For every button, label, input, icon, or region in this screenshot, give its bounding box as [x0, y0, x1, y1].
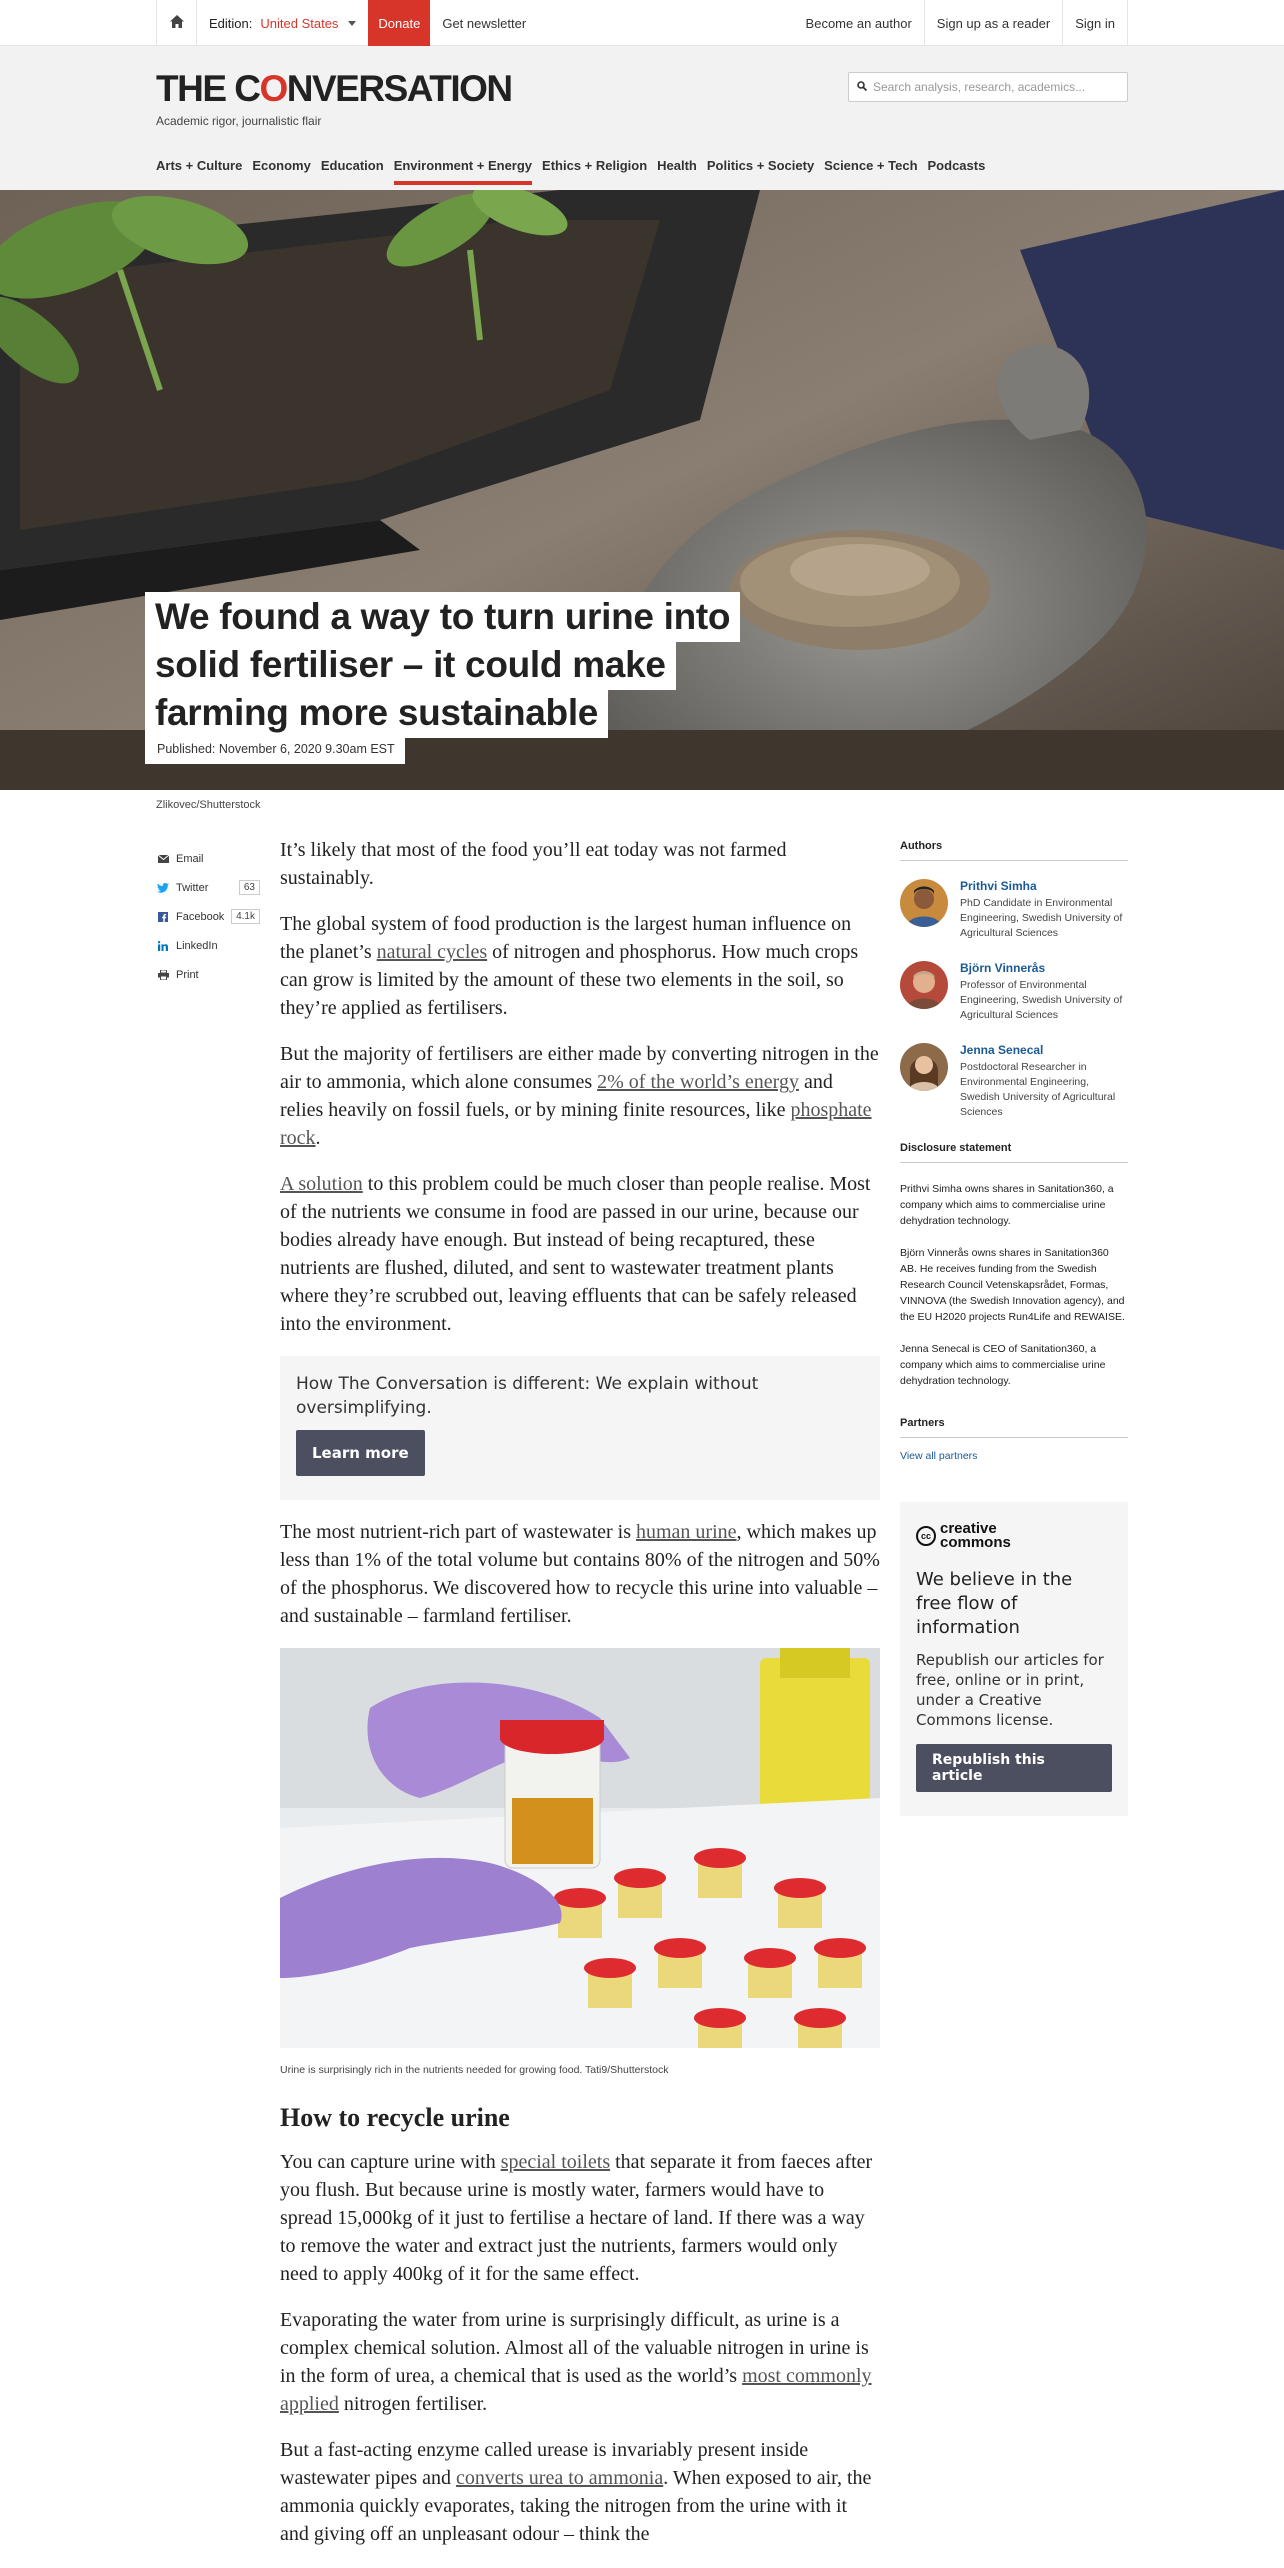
- author-role: Postdoctoral Researcher in Environmental Engineering, Swedish University of Agricultural Sciences: [960, 1061, 1116, 1118]
- learn-more-button[interactable]: Learn more: [296, 1430, 425, 1476]
- disclosure-heading: Disclosure statement: [900, 1142, 1128, 1163]
- nav-item[interactable]: Podcasts: [927, 158, 986, 173]
- inline-link[interactable]: special toilets: [500, 2151, 611, 2173]
- headline-line-3: farming more sustainable: [145, 688, 608, 738]
- edition-selector[interactable]: [196, 0, 368, 46]
- paragraph: The global system of food production is the largest human influence on the planet’s natural cycles of nitrogen and phosphorus. How much crops can grow is limited by the amount of these two elements in the soil, so they’re applied as fertilisers.: [280, 913, 859, 1019]
- share-email[interactable]: Email: [156, 844, 260, 873]
- signup-reader-link[interactable]: Sign up as a reader: [924, 0, 1062, 46]
- facebook-icon: [156, 910, 170, 924]
- published-date: Published: November 6, 2020 9.30am EST: [145, 736, 405, 764]
- tagline: Academic rigor, journalistic flair: [156, 114, 322, 128]
- chevron-down-icon: [348, 21, 356, 26]
- disclosure-statement: Prithvi Simha owns shares in Sanitation360, a company which aims to commercialise urine dehydration technology. Björn Vinnerås owns shares in Sanitation360 AB. He receives funding from the Swedish Research Council Vetenskapsrådet, Formas, VINNOVA (the Swedish Innovation agency), and the EU H2020 projects Run4Life and REWAISE. Jenna Senecal is CEO of Sanitation360, a company which aims to commercialise urine dehydration technology.: [900, 1183, 1125, 1387]
- avatar: [900, 961, 948, 1009]
- twitter-icon: [156, 881, 170, 895]
- paragraph: But the majority of fertilisers are either made by converting nitrogen in the air to ammonia, which alone consumes 2% of the world’s energy and relies heavily on fossil fuels, or by mining finite resources, like phosphate rock.: [280, 1043, 879, 1149]
- author-card[interactable]: [900, 879, 1128, 941]
- image-credit: Zlikovec/Shutterstock: [156, 799, 261, 811]
- paragraph: But a fast-acting enzyme called urease is invariably present inside wastewater pipes and converts urea to ammonia. When exposed to air, the ammonia quickly evaporates, taking the nitrogen from the urine with it and giving off an unpleasant odour – think the: [280, 2439, 872, 2545]
- share-tools: [156, 844, 260, 989]
- share-facebook[interactable]: Facebook 4.1k: [156, 902, 260, 931]
- cc-text: Republish our articles for free, online or in print, under a Creative Commons license.: [916, 1651, 1104, 1729]
- paragraph: It’s likely that most of the food you’ll eat today was not farmed sustainably.: [280, 839, 787, 889]
- linkedin-icon: [156, 939, 170, 953]
- paragraph: Evaporating the water from urine is surprisingly difficult, as urine is a complex chemical solution. Almost all of the valuable nitrogen in urine is in the form of urea, a chemical that is used as the world’s most commonly applied nitrogen fertiliser.: [280, 2309, 872, 2415]
- author-role: Professor of Environmental Engineering, Swedish University of Agricultural Sciences: [960, 979, 1123, 1021]
- view-partners-link[interactable]: View all partners: [900, 1450, 978, 1462]
- promo-box: [280, 1356, 880, 1500]
- newsletter-link[interactable]: Get newsletter: [442, 15, 527, 31]
- article-figure-image[interactable]: [280, 1648, 880, 2048]
- search-input[interactable]: [873, 80, 1113, 94]
- nav-item[interactable]: Health: [657, 158, 697, 173]
- search-box[interactable]: [848, 72, 1128, 102]
- republish-box: [900, 1502, 1128, 1816]
- nav-item[interactable]: Education: [320, 158, 384, 173]
- share-print[interactable]: Print: [156, 960, 260, 989]
- headline: [145, 592, 740, 764]
- creative-commons-logo: cc creative commons: [916, 1522, 1112, 1550]
- nav-item[interactable]: Arts + Culture: [156, 158, 243, 173]
- inline-link[interactable]: most commonly applied: [280, 2365, 872, 2415]
- authors-heading: Authors: [900, 840, 1128, 861]
- nav-item[interactable]: Politics + Society: [706, 158, 815, 173]
- home-button[interactable]: [156, 0, 196, 46]
- edition-value: United States: [260, 15, 339, 31]
- share-linkedin[interactable]: LinkedIn: [156, 931, 260, 960]
- headline-line-2: solid fertiliser – it could make: [145, 640, 676, 690]
- nav-item[interactable]: Economy: [252, 158, 311, 173]
- donate-button[interactable]: Donate: [368, 0, 430, 46]
- article-body: [280, 836, 880, 2566]
- home-icon: [170, 15, 184, 31]
- author-name[interactable]: Björn Vinnerås: [960, 961, 1046, 975]
- share-twitter[interactable]: Twitter 63: [156, 873, 260, 902]
- avatar: [900, 1043, 948, 1091]
- partners-heading: Partners: [900, 1417, 1128, 1438]
- nav-item[interactable]: Science + Tech: [824, 158, 918, 173]
- facebook-count: 4.1k: [231, 909, 260, 924]
- inline-link[interactable]: converts urea to ammonia: [456, 2467, 664, 2489]
- author-role: PhD Candidate in Environmental Engineering, Swedish University of Agricultural Sciences: [960, 897, 1123, 939]
- nav-item[interactable]: Environment + Energy: [394, 158, 532, 185]
- section-nav: [156, 158, 995, 185]
- masthead: [0, 46, 1284, 190]
- paragraph: The most nutrient-rich part of wastewater is human urine, which makes up less than 1% of the total volume but contains 80% of the nitrogen and 50% of the phosphorus. We discovered how to recycle this urine into valuable – and sustainable – farmland fertiliser.: [280, 1521, 880, 1627]
- become-author-link[interactable]: Become an author: [805, 15, 912, 31]
- author-name[interactable]: Jenna Senecal: [960, 1043, 1044, 1057]
- figure-caption: Urine is surprisingly rich in the nutrients needed for growing food. Tati9/Shutterstock: [280, 2064, 669, 2076]
- author-card[interactable]: [900, 1043, 1128, 1120]
- headline-line-1: We found a way to turn urine into: [145, 592, 740, 642]
- print-icon: [156, 968, 170, 982]
- nav-item[interactable]: Ethics + Religion: [542, 158, 648, 173]
- paragraph: You can capture urine with special toilets that separate it from faeces after you flush. But because urine is mostly water, farmers would have to spread 15,000kg of it just to fertilise a hectare of land. If there was a way to remove the water and extract just the nutrients, farmers would only need to apply 400kg of it for the same effect.: [280, 2151, 873, 2285]
- republish-button[interactable]: Republish this article: [916, 1744, 1112, 1792]
- hero-image: [0, 190, 1284, 790]
- inline-link[interactable]: human urine: [636, 1521, 737, 1543]
- site-logo[interactable]: THE CONVERSATION: [156, 68, 512, 109]
- inline-link[interactable]: 2% of the world’s energy: [597, 1071, 799, 1093]
- email-icon: [156, 852, 170, 866]
- top-bar: [0, 0, 1284, 46]
- inline-link[interactable]: A solution: [280, 1173, 363, 1195]
- author-name[interactable]: Prithvi Simha: [960, 879, 1037, 893]
- avatar: [900, 879, 948, 927]
- sidebar: [900, 840, 1128, 1816]
- cc-title: We believe in the free flow of information: [916, 1569, 1073, 1638]
- inline-link[interactable]: natural cycles: [376, 941, 488, 963]
- promo-text: How The Conversation is different: We explain without oversimplifying.: [296, 1374, 759, 1418]
- section-heading: How to recycle urine: [280, 2103, 510, 2132]
- author-card[interactable]: [900, 961, 1128, 1023]
- sign-in-link[interactable]: Sign in: [1062, 0, 1128, 46]
- inline-link[interactable]: phosphate rock: [280, 1099, 872, 1149]
- twitter-count: 63: [239, 880, 260, 895]
- paragraph: A solution to this problem could be much closer than people realise. Most of the nutrients we consume in food are passed in our urine, because our bodies already have enough. But instead of being recaptured, these nutrients are flushed, diluted, and sent to wastewater treatment plants where they’re scrubbed out, leaving effluents that can be safely released into the environment.: [280, 1173, 871, 1335]
- search-icon: [857, 78, 867, 96]
- edition-label: Edition:: [209, 15, 253, 31]
